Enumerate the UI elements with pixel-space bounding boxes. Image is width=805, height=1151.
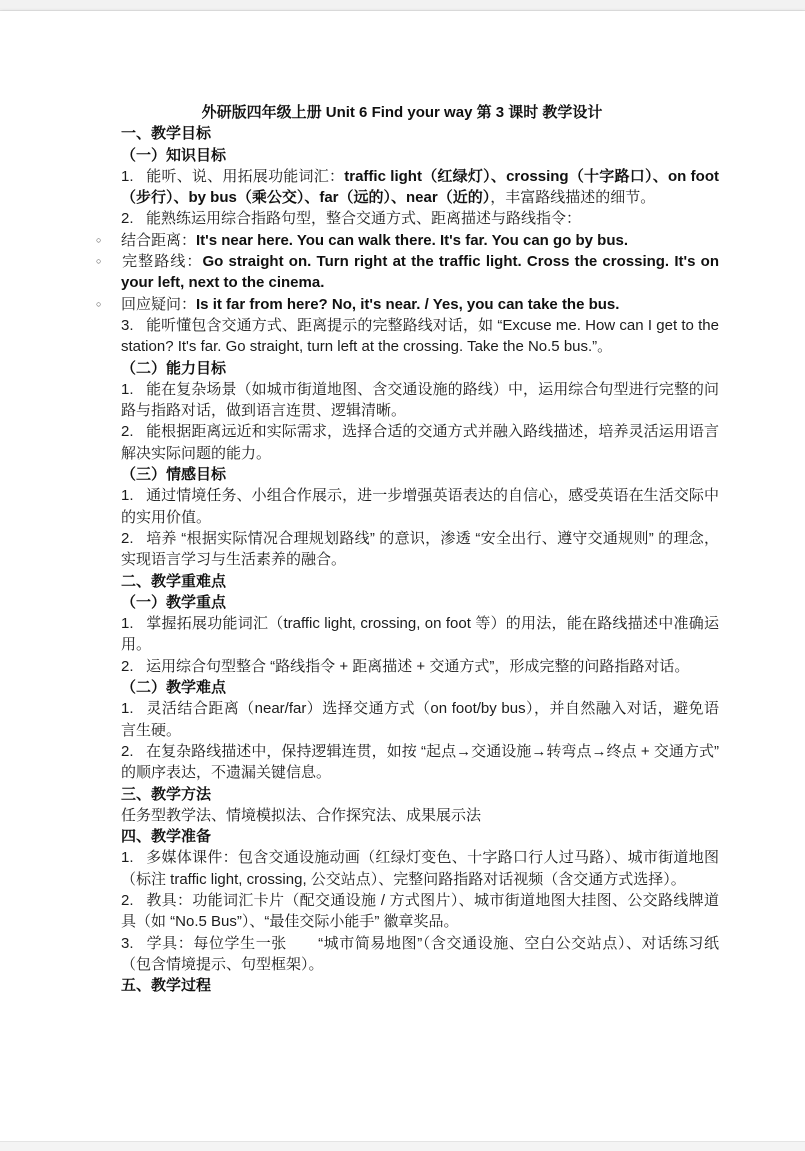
heading-teaching-goals: 一、教学目标 (121, 125, 212, 143)
list-text: 灵活结合距离（near/far）选择交通方式（on foot/by bus），并自然融入对话，避免语言生硬。 (121, 700, 719, 739)
list-number: 2. (121, 742, 134, 760)
list-text: 教具：功能词汇卡片（配交通设施 / 方式图片）、城市街道地图大挂图、公交路线牌道具（如 “No.5 Bus”）、“最佳交际小能手” 徽章奖品。 (121, 891, 719, 931)
circle-bullet-icon: ○ (96, 234, 102, 245)
bullet-label: 回应疑问： (121, 295, 197, 313)
document-content (96, 102, 719, 996)
subheading-key-points: （一）教学重点 (121, 593, 227, 611)
knowledge-item-2 (121, 208, 719, 229)
list-number: 1. (121, 700, 134, 718)
list-text: 多媒体课件：包含交通设施动画（红绿灯变色、十字路口行人过马路）、城市街道地图（标注 traffic light, crossing, 公交站点）、完整问路指路对话视频（含交通方式选择）。 (121, 849, 719, 888)
heading-teaching-preparation: 四、教学准备 (121, 828, 212, 846)
list-number: 2. (121, 210, 134, 228)
list-text: 能听懂包含交通方式、距离提示的完整路线对话，如 “Excuse me. How can I get to the station? It's far. Go straight, turn left at the crossing. Take the No.5 bus.”。 (121, 316, 719, 356)
subheading-ability-goals: （二）能力目标 (121, 359, 227, 377)
sentence-bullet-reply (96, 294, 719, 315)
difficult-point-item-2 (121, 741, 719, 784)
ability-item-2 (121, 421, 719, 464)
bullet-label: 结合距离： (121, 231, 197, 249)
emotion-item-1 (121, 485, 719, 528)
list-text: 培养 “根据实际情况合理规划路线” 的意识，渗透 “安全出行、遵守交通规则” 的理念，实现语言学习与生活素养的融合。 (121, 529, 719, 569)
list-text: 掌握拓展功能词汇（traffic light, crossing, on foot 等）的用法，能在路线描述中准确运用。 (121, 615, 719, 654)
heading-key-difficult-points: 二、教学重难点 (121, 572, 227, 590)
list-text: 学具：每位学生一张 “城市简易地图”（含交通设施、空白公交站点）、对话练习纸（包含情境提示、句型框架）。 (121, 934, 719, 973)
list-number: 1. (121, 849, 134, 867)
circle-bullet-icon: ○ (96, 256, 102, 267)
list-number: 1. (121, 167, 134, 185)
vocab-bold-text: traffic light（红绿灯）、crossing（十字路口）、on foot（步行）、by bus（乘公交）、far（远的）、near（近的） (121, 167, 719, 207)
key-point-item-2 (121, 656, 719, 677)
heading-teaching-methods: 三、教学方法 (121, 785, 212, 803)
page-gap-top (0, 0, 805, 11)
list-text: ，丰富路线描述的细节。 (490, 189, 656, 207)
sentence-bullet-distance (96, 230, 719, 251)
bullet-english-bold: It's near here. You can walk there. It's far. You can go by bus. (196, 231, 629, 249)
key-point-item-1 (121, 613, 719, 656)
knowledge-item-3 (121, 315, 719, 358)
list-text: 运用综合句型整合 “路线指令 + 距离描述 + 交通方式”，形成完整的问路指路对话。 (146, 657, 690, 675)
list-number: 1. (121, 380, 134, 398)
list-number: 2. (121, 657, 134, 675)
bullet-english-bold: Go straight on. Turn right at the traffic light. Cross the crossing. It's on your left, next to the cinema. (121, 253, 719, 292)
sentence-bullet-route (96, 251, 719, 294)
emotion-item-2 (121, 528, 719, 571)
list-number: 2. (121, 423, 134, 441)
document-page (0, 11, 805, 1141)
difficult-point-item-1 (121, 698, 719, 741)
list-text: 能根据距离远近和实际需求，选择合适的交通方式并融入路线描述，培养灵活运用语言解决实际问题的能力。 (121, 423, 719, 462)
list-number: 3. (121, 316, 134, 334)
heading-teaching-process: 五、教学过程 (121, 977, 212, 995)
list-number: 2. (121, 529, 134, 547)
list-text: 能听、说、用拓展功能词汇： (146, 167, 345, 185)
bullet-english-bold: Is it far from here? No, it's near. / Yes, you can take the bus. (196, 295, 620, 313)
document-title: 外研版四年级上册 Unit 6 Find your way 第 3 课时 教学设计 (201, 104, 603, 121)
subheading-knowledge-goals: （一）知识目标 (121, 146, 227, 164)
list-number: 1. (121, 487, 134, 505)
ability-item-1 (121, 379, 719, 422)
subheading-emotion-goals: （三）情感目标 (121, 466, 227, 484)
list-text: 能熟练运用综合指路句型，整合交通方式、距离描述与路线指令： (146, 210, 582, 228)
preparation-item-1 (121, 847, 719, 890)
subheading-difficult-points: （二）教学难点 (121, 679, 227, 697)
list-text: 能在复杂场景（如城市街道地图、含交通设施的路线）中，运用综合句型进行完整的问路与指路对话，做到语言连贯、逻辑清晰。 (121, 380, 719, 420)
preparation-item-2 (121, 890, 719, 933)
list-number: 1. (121, 615, 134, 633)
list-text: 通过情境任务、小组合作展示，进一步增强英语表达的自信心，感受英语在生活交际中的实用价值。 (121, 487, 719, 526)
circle-bullet-icon: ○ (96, 298, 102, 309)
preparation-item-3 (121, 933, 719, 976)
list-number: 2. (121, 891, 134, 909)
list-text: 在复杂路线描述中，保持逻辑连贯，如按 “起点→交通设施→转弯点→终点 + 交通方式” 的顺序表达，不遗漏关键信息。 (121, 742, 719, 782)
list-number: 3. (121, 934, 134, 952)
teaching-methods-text: 任务型教学法、情境模拟法、合作探究法、成果展示法 (121, 806, 482, 824)
bullet-label: 完整路线： (121, 253, 203, 271)
knowledge-item-1 (121, 166, 719, 209)
